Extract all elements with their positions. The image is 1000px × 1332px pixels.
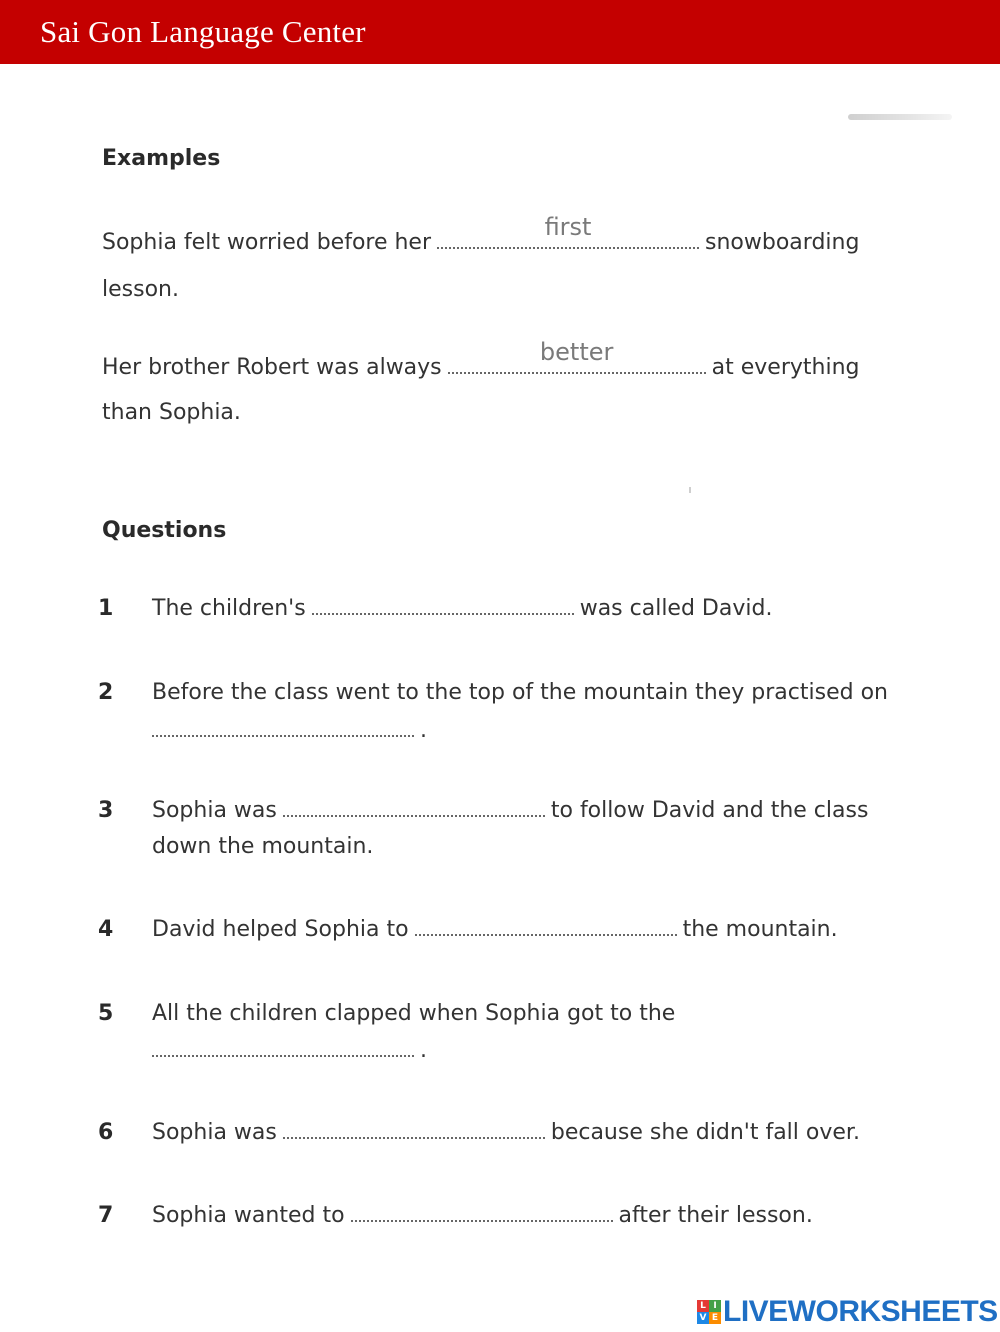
question-1-line	[152, 596, 772, 621]
liveworksheets-wordmark: LIVEWORKSHEETS	[723, 1295, 998, 1328]
example-2-after: at everything	[711, 355, 860, 380]
question-2-end: .	[420, 718, 427, 743]
question-2-line: Before the class went to the top of the mountain they practised on	[152, 680, 888, 705]
question-4-number: 4	[98, 917, 114, 942]
question-5-blank[interactable]	[152, 1041, 414, 1057]
question-5-end: .	[420, 1038, 427, 1063]
example-1-blank[interactable]	[437, 213, 699, 249]
question-6-number: 6	[98, 1120, 114, 1145]
examples-heading: Examples	[102, 146, 221, 171]
question-3-after: to follow David and the class	[550, 798, 869, 823]
example-2-continuation: than Sophia.	[102, 400, 241, 425]
question-1-blank[interactable]	[312, 599, 574, 615]
example-1-continuation: lesson.	[102, 277, 179, 302]
question-5-answer-line	[146, 1038, 427, 1063]
question-1-before: The children's	[152, 596, 306, 621]
scan-smudge	[848, 114, 952, 120]
question-6-before: Sophia was	[152, 1120, 277, 1145]
question-7-after: after their lesson.	[618, 1203, 813, 1228]
question-3-continuation: down the mountain.	[152, 834, 374, 859]
liveworksheets-brand[interactable]	[697, 1296, 998, 1328]
example-2-answer: better	[539, 338, 614, 366]
question-2-number: 2	[98, 680, 114, 705]
site-title: Sai Gon Language Center	[40, 14, 366, 49]
example-2-blank[interactable]	[448, 338, 706, 374]
question-1-number: 1	[98, 596, 114, 621]
header-banner	[0, 0, 1000, 64]
question-3-before: Sophia was	[152, 798, 277, 823]
question-4-blank[interactable]	[415, 920, 677, 936]
question-5-number: 5	[98, 1001, 114, 1026]
example-2-before: Her brother Robert was always	[102, 355, 442, 380]
question-6-line	[152, 1120, 860, 1145]
question-7-before: Sophia wanted to	[152, 1203, 345, 1228]
question-3-number: 3	[98, 798, 114, 823]
question-3-blank[interactable]	[283, 801, 545, 817]
question-6-blank[interactable]	[283, 1123, 545, 1139]
liveworksheets-logo-icon: L I V E	[697, 1300, 721, 1324]
question-5-line: All the children clapped when Sophia got to the	[152, 1001, 676, 1026]
question-4-before: David helped Sophia to	[152, 917, 409, 942]
question-2-answer-line	[146, 718, 427, 743]
example-1-after: snowboarding	[705, 230, 860, 255]
example-1-before: Sophia felt worried before her	[102, 230, 432, 255]
question-4-line	[152, 917, 838, 942]
scan-mark	[689, 487, 691, 493]
question-4-after: the mountain.	[682, 917, 838, 942]
example-1-line	[102, 213, 860, 255]
question-3-line	[152, 798, 868, 823]
question-7-number: 7	[98, 1203, 114, 1228]
questions-heading: Questions	[102, 518, 227, 543]
question-7-blank[interactable]	[351, 1206, 613, 1222]
question-1-after: was called David.	[579, 596, 773, 621]
example-2-line	[102, 338, 860, 380]
example-1-answer: first	[544, 213, 592, 241]
question-2-blank[interactable]	[152, 721, 414, 737]
question-6-after: because she didn't fall over.	[550, 1120, 860, 1145]
question-7-line	[152, 1203, 813, 1228]
